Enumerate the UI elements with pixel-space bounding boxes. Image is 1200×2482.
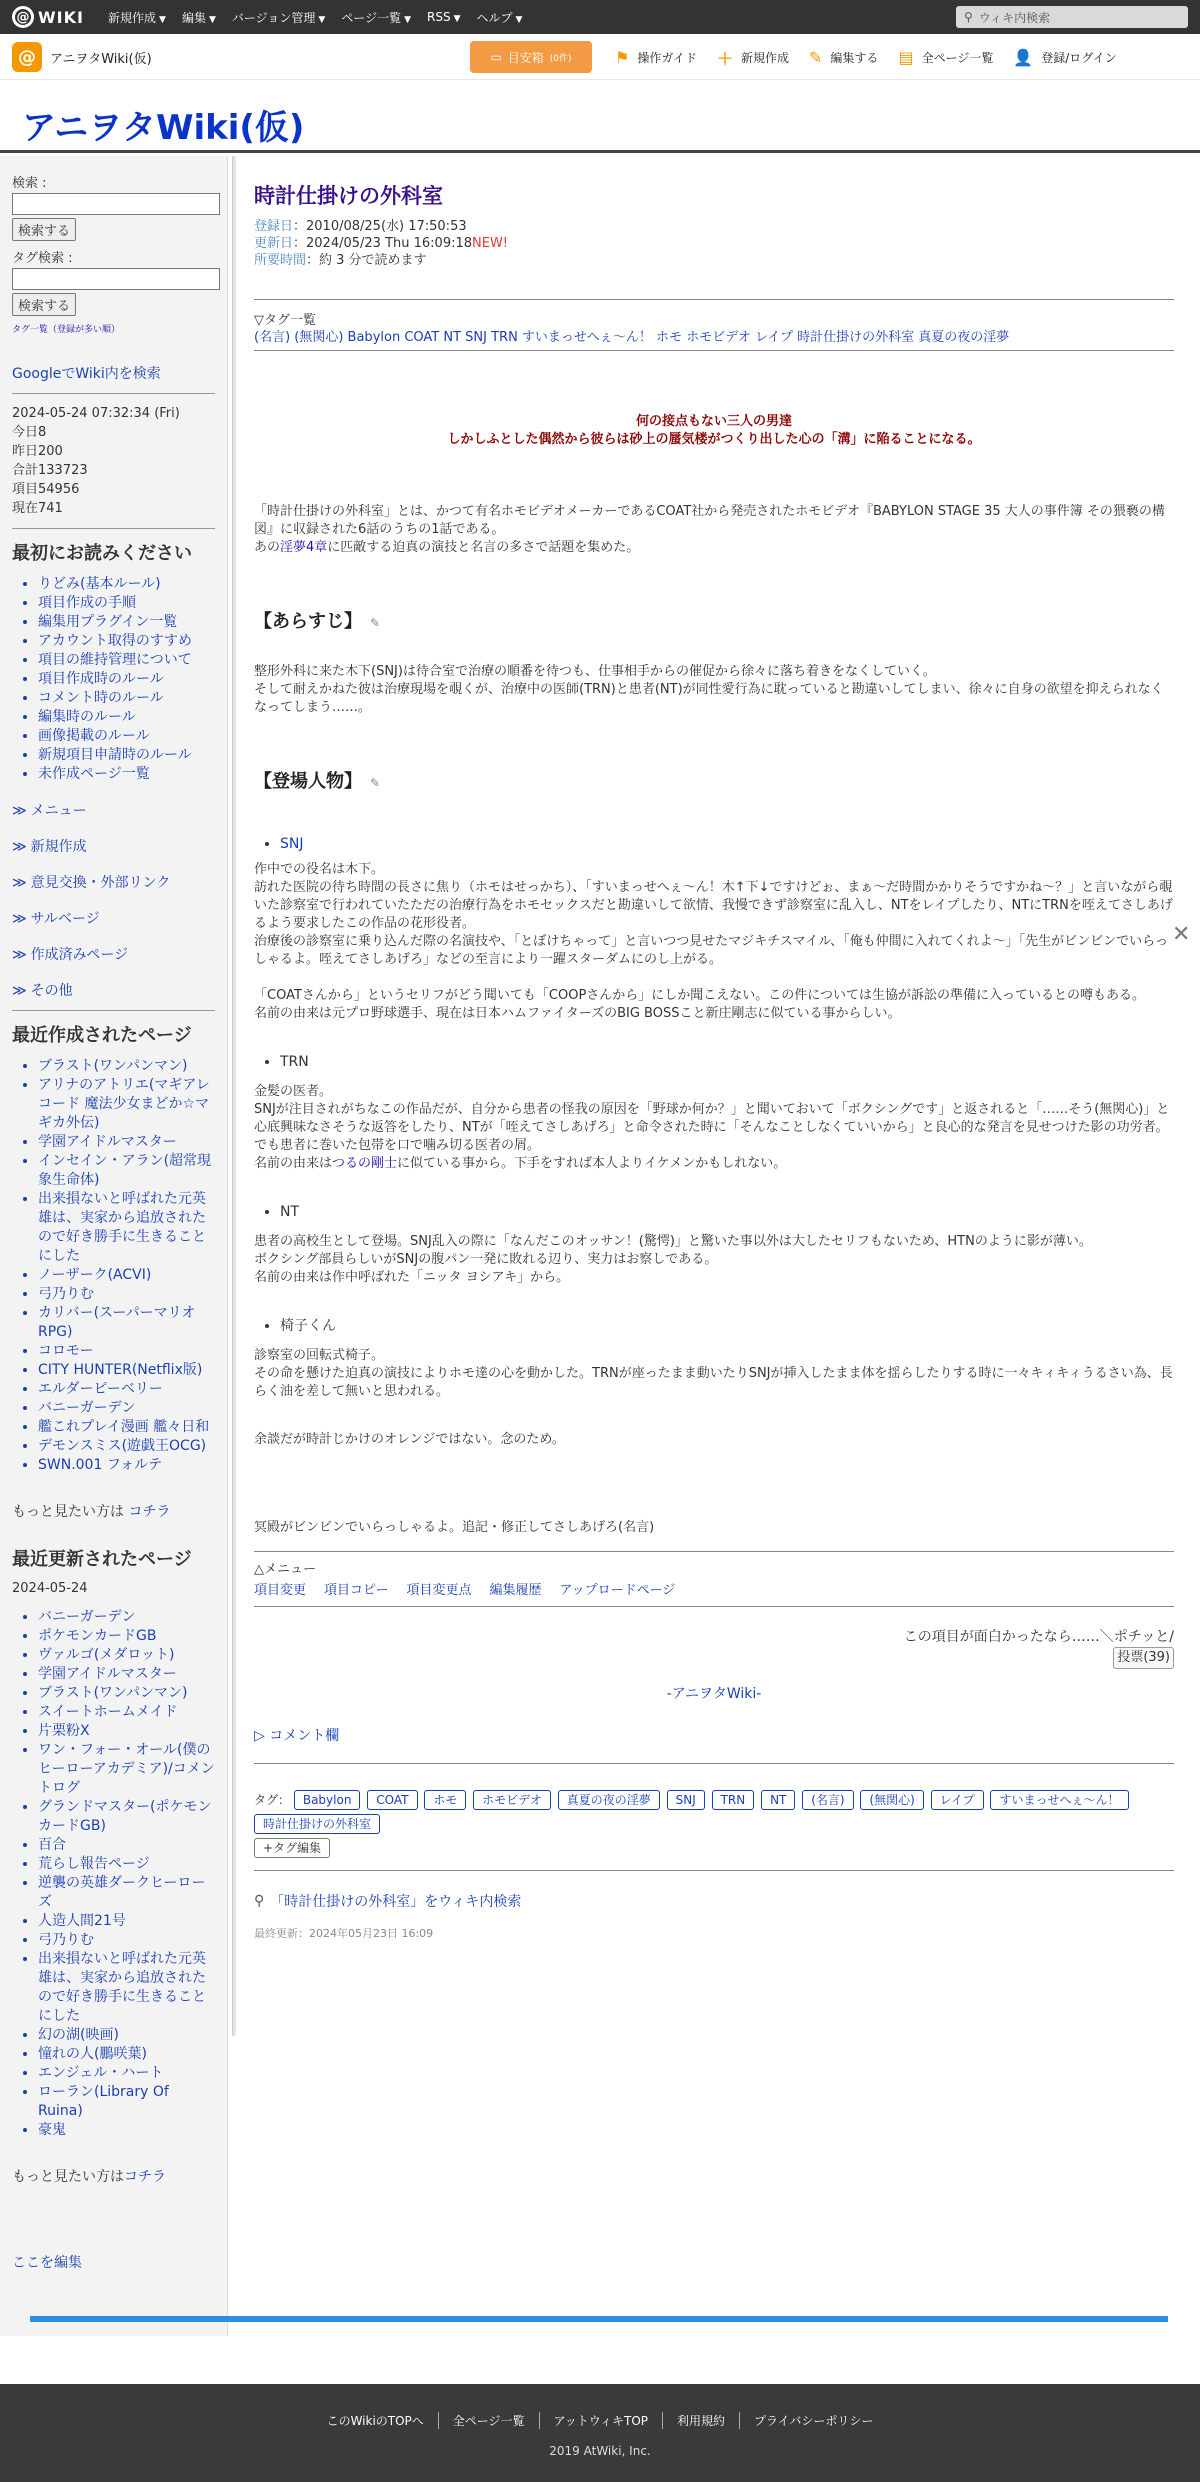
tag-list-link[interactable]: タグ一覧（登録が多い順） [12, 325, 121, 335]
menu-link-salvage[interactable]: ≫ サルベージ [12, 911, 100, 927]
tsuruno-link[interactable]: つるの剛士 [332, 1156, 398, 1171]
tag-chip[interactable]: すいまっせへぇ～ん！ [990, 1790, 1128, 1810]
edit-sidebar-link[interactable]: ここを編集 [12, 2255, 82, 2271]
first-read-heading: 最初にお読みください [12, 543, 192, 564]
new-badge: NEW! [472, 236, 509, 251]
list-item[interactable]: • アリナのアトリエ(マギアレコード 魔法少女まどか☆マギカ外伝) [38, 1076, 215, 1133]
list-item[interactable]: • 項目の維持管理について [38, 651, 215, 670]
list-item[interactable]: • ノーザーク(ACVI) [38, 1266, 215, 1285]
tag-chip[interactable]: SNJ [667, 1790, 705, 1810]
page-title[interactable]: 時計仕掛けの外科室 [254, 184, 443, 208]
list-item[interactable]: • 幻の湖(映画) [38, 2026, 215, 2045]
list-item[interactable]: • ヴァルゴ(メダロット) [38, 1646, 215, 1665]
list-item[interactable]: • バニーガーデン [38, 1608, 215, 1627]
recent-created-heading: 最近作成されたページ [12, 1025, 192, 1046]
list-item[interactable]: • バニーガーデン [38, 1399, 215, 1418]
more-updated: もっと見たい方はコチラ [12, 2169, 166, 2185]
tag-chip[interactable]: 真夏の夜の淫夢 [558, 1790, 660, 1810]
divider [12, 393, 215, 394]
vote-box: この項目が面白かったなら……＼ポチッと/ 投票(39) [254, 1627, 1174, 1669]
footer-link[interactable]: 全ページ一覧 [438, 2412, 539, 2429]
aside-note: 余談だが時計じかけのオレンジではない。念のため。 [254, 1432, 565, 1447]
list-item[interactable]: • 項目作成の手順 [38, 594, 215, 613]
menu-pages[interactable]: ページ一覧 ▼ [341, 10, 412, 25]
list-item[interactable]: • 学園アイドルマスター [38, 1133, 215, 1152]
sidebar-search-input[interactable] [12, 193, 220, 215]
menu-version[interactable]: バージョン管理 ▼ [231, 10, 326, 25]
tag-bar: タグ： Babylon COAT ホモ ホモビデオ 真夏の夜の淫夢 SNJ TRN NT (名言) (無関心) レイプ すいまっせへぇ～ん！ 時計仕掛けの外科室 +タグ編集 [254, 1788, 1174, 1860]
google-search-link[interactable]: GoogleでWiki内を検索 [12, 366, 161, 382]
divider [12, 1010, 215, 1011]
comment-toggle[interactable]: ▷ コメント欄 [254, 1728, 340, 1744]
tag-search-button[interactable]: 検索する [12, 293, 76, 316]
tag-chip[interactable]: Babylon [294, 1790, 361, 1810]
list-item[interactable]: • コロモー [38, 1342, 215, 1361]
tag-list-header[interactable]: ▽タグ一覧 [254, 313, 316, 328]
page-meta: 登録日：2010/08/25(水) 17:50:53 更新日：2024/05/23 Thu 16:09:18NEW! 所要時間：約 3 分で読めます [254, 219, 509, 268]
list-item[interactable]: • SWN.001 フォルテ [38, 1456, 215, 1475]
menu-link-other[interactable]: ≫ その他 [12, 983, 73, 999]
character-snj [254, 835, 1174, 853]
list-item[interactable]: • コメント時のルール [38, 689, 215, 708]
more-created-link[interactable]: コチラ [128, 1504, 171, 1520]
site-logo[interactable]: @ アニヲタWiki(仮) [12, 42, 152, 72]
menu-link-created[interactable]: ≫ 作成済みページ [12, 947, 129, 963]
pencil-icon: ✎ [809, 47, 823, 67]
new-page-button[interactable]: ＋ 新規作成 [717, 46, 789, 69]
tag-search-input[interactable] [12, 268, 220, 290]
footer-link[interactable]: 利用規約 [662, 2412, 739, 2429]
recent-updated-heading: 最近更新されたページ [12, 1549, 192, 1570]
tail-menu [254, 1558, 1174, 1598]
trn-body: 金髪の医者。 SNJが注目されがちなこの作品だが、自分から患者の怪我の原因を「野球か何か？」と聞いておいて「ボクシングです」と返されると「……そう(無関心)」と心底興味なさそうな返答をしたり、NTが「咥えてさしあげろ」と命令された時に「そんなことしなくていいから」と良心的な発言を見せつけた影の功労者。でも患者に巻いた包帯を口で噛み切る医者の屑。 名前の由来はつるの剛士に似ている事から。下手をすれば本人よりイケメンかもしれない。 [254, 1084, 1170, 1171]
list-item[interactable]: • エンジェル・ハート [38, 2064, 215, 2083]
list-item[interactable]: • 編集時のルール [38, 708, 215, 727]
tag-chip[interactable]: ホモビデオ [473, 1790, 551, 1810]
list-item[interactable]: • 出来損ないと呼ばれた元英雄は、実家から追放されたので好き勝手に生きることにした [38, 1190, 215, 1266]
characters-heading: 【登場人物】 ✎ [254, 771, 381, 792]
menu-rss[interactable]: RSS ▼ [427, 10, 461, 24]
accent-line [30, 2316, 1168, 2322]
menu-link-new[interactable]: ≫ 新規作成 [12, 839, 87, 855]
at-icon: @ [12, 6, 34, 28]
menu-link-exchange[interactable]: ≫ 意見交換・外部リンク [12, 875, 171, 891]
menu-new[interactable]: 新規作成 ▼ [108, 10, 166, 25]
site-icon: @ [12, 42, 42, 72]
logo-text: WIKI [38, 7, 84, 27]
link-upload[interactable]: アップロードページ [559, 1583, 676, 1598]
chair-body: 診察室の回転式椅子。 その命を懸けた迫真の演技によりホモ達の心を動かした。TRNが座ったまま動いたりSNJが挿入したまま体を揺らしたりする時に一々キィキィうるさい為、長らく油を差して無いと思われる。 [254, 1348, 1173, 1399]
recent-created-list [12, 1057, 215, 1475]
list-item[interactable]: • 艦これプレイ漫画 艦々日和 [38, 1418, 215, 1437]
flag-icon: ⚑ [615, 47, 630, 67]
list-item[interactable]: • 項目作成時のルール [38, 670, 215, 689]
snj-body: 作中での役名は木下。 訪れた医院の待ち時間の長さに焦り（ホモはせっかち）、「すいまっせへぇ～ん！木↑下↓ですけどぉ、まぁ～だ時間かかりそうですかね～？」と言いながら覗いた診察室で行われていたただの治療行為をホモセックスだと勘違いして欲情、我慢できず診察室に乱入し、NTをレイプしたり、NTにTRNを咥えてさしあげるよう要求したこの作品の花形役者。 治療後の診察室に乗り込んだ際の名演技や、「とぼけちゃって」と言いつつ見せたマジキチスマイル、「俺も仲間に入れてくれよ～」「先生がビンビンでいらっしゃるよ。咥えてさしあげろ」などの至言により一躍スターダムにのし上がる。 「COATさんから」というセリフがどう聞いても「COOPさんから」にしか聞こえない。この件については生協が訴訟の準備に入っているとの噂もある。 名前の由来は元プロ野球選手、現在は日本ハムファイターズのBIG BOSSこと新庄剛志に似ている事からしい。 [254, 862, 1173, 1021]
list-item[interactable]: • 憧れの人(鵬咲葉) [38, 2045, 215, 2064]
list-item[interactable]: • 荒らし報告ページ [38, 1855, 215, 1874]
link-copy[interactable]: 項目コピー [324, 1583, 389, 1598]
first-read-list [12, 575, 215, 784]
list-item[interactable]: • ポケモンカードGB [38, 1627, 215, 1646]
last-update: 最終更新：2024年05月23日 16:09 [254, 1927, 434, 1940]
wiki-title[interactable]: アニヲタWiki(仮) [22, 108, 305, 148]
recent-updated-list [12, 1608, 215, 2140]
divider [254, 1763, 1174, 1764]
search-icon: ⚲ [254, 1893, 265, 1909]
footer-link[interactable]: このWikiのTOPへ [326, 2414, 424, 2428]
list-item[interactable]: • 人造人間21号 [38, 1912, 215, 1931]
list-item[interactable]: • カリバー(スーパーマリオRPG) [38, 1304, 215, 1342]
edit-section-icon[interactable]: ✎ [370, 616, 381, 630]
list-item[interactable]: • 新規項目申請時のルール [38, 746, 215, 765]
list-item[interactable]: • デモンスミス(遊戯王OCG) [38, 1437, 215, 1456]
search-label: 検索 : [12, 176, 47, 191]
list-item[interactable]: • CITY HUNTER(Netflix版) [38, 1361, 215, 1380]
access-stats: 2024-05-24 07:32:34 (Fri) 今日8 昨日200 合計133723 項目54956 現在741 [12, 406, 180, 516]
wiki-signature[interactable]: -アニヲタWiki- [666, 1686, 762, 1702]
divider [254, 1870, 1174, 1871]
list-item[interactable]: • インセイン・アラン(超常現象生命体) [38, 1152, 215, 1190]
tag-inline-links[interactable]: (名言) (無関心) Babylon COAT NT SNJ TRN すいまっせへぇ～ん！ ホモ ホモビデオ レイプ 時計仕掛けの外科室 真夏の夜の淫夢 [254, 330, 1010, 345]
plus-icon: ＋ [716, 48, 733, 68]
closing-line: 冥殿がビンビンでいらっしゃるよ。追記・修正してさしあげろ(名言) [254, 1520, 655, 1535]
column-divider [232, 156, 236, 2036]
divider [254, 1551, 1174, 1552]
search-icon: ⚲ [964, 10, 973, 24]
footer-link[interactable]: プライバシーポリシー [739, 2412, 887, 2429]
snj-link[interactable]: SNJ [280, 836, 304, 852]
list-item[interactable]: • ワン・フォー・オール(僕のヒーローアカデミア)/コメントログ [38, 1741, 215, 1798]
list-item[interactable]: • 弓乃りむ [38, 1931, 215, 1950]
list-item[interactable]: • 未作成ページ一覧 [38, 765, 215, 784]
tag-chip[interactable]: (無関心) [860, 1790, 923, 1810]
tag-edit-button[interactable]: +タグ編集 [254, 1838, 330, 1858]
site-bar [0, 34, 1200, 80]
character-chair: • 椅子くん [254, 1317, 1174, 1335]
list-item[interactable]: • エルダーピーベリー [38, 1380, 215, 1399]
list-item[interactable]: • りどみ(基本ルール) [38, 575, 215, 594]
vote-button[interactable]: 投票(39) [1113, 1647, 1174, 1669]
search-in-wiki-link[interactable]: ⚲ 「時計仕掛けの外科室」をウィキ内検索 [254, 1893, 522, 1910]
list-item[interactable]: • 編集用プラグイン一覧 [38, 613, 215, 632]
guide-button[interactable]: ⚑ 操作ガイド [615, 47, 697, 67]
list-item[interactable]: • 学園アイドルマスター [38, 1665, 215, 1684]
close-icon[interactable]: ✕ [1172, 922, 1191, 947]
link-diff[interactable]: 項目変更点 [406, 1583, 472, 1598]
tag-chip[interactable]: 時計仕掛けの外科室 [254, 1814, 380, 1834]
list-item[interactable]: • 百合 [38, 1836, 215, 1855]
list-item[interactable]: • 豪鬼 [38, 2121, 215, 2140]
atwiki-logo[interactable] [12, 6, 84, 28]
list-item[interactable]: • スイートホームメイド [38, 1703, 215, 1722]
divider [254, 350, 1174, 351]
document-icon: ▤ [898, 47, 914, 67]
character-trn: • TRN [254, 1053, 1174, 1071]
menu-link-menu[interactable]: ≫ メニュー [12, 803, 87, 819]
menu-links [12, 800, 215, 1000]
divider [254, 299, 1174, 300]
divider [12, 528, 215, 529]
list-item[interactable]: • 片栗粉X [38, 1722, 215, 1741]
footer [0, 2384, 1200, 2482]
user-plus-icon: 👤 [1013, 47, 1034, 67]
tag-chip[interactable]: レイプ [931, 1790, 984, 1810]
copyright: 2019 AtWiki, Inc. [549, 2444, 651, 2458]
box-icon: ▭ [490, 50, 502, 64]
list-item[interactable]: • アカウント取得のすすめ [38, 632, 215, 651]
more-updated-link[interactable]: コチラ [124, 2169, 166, 2185]
link-change[interactable]: 項目変更 [254, 1583, 307, 1598]
divider [254, 1606, 1174, 1607]
top-menus [108, 0, 522, 34]
intro-paragraph: 「時計仕掛けの外科室」とは、かつて有名ホモビデオメーカーであるCOAT社から発売されたホモビデオ『BABYLON STAGE 35 大人の事件簿 その猥褻の構図』に収録された6話のうちの1話である。 あの淫夢4章に匹敵する迫真の演技と名言の多さで話題を集めた。 [254, 504, 1165, 555]
list-item[interactable]: • ブラスト(ワンパンマン) [38, 1057, 215, 1076]
character-nt: • NT [254, 1203, 1174, 1221]
recent-updated-date: 2024-05-24 [12, 1581, 88, 1596]
list-item[interactable]: • 出来損ないと呼ばれた元英雄は、実家から追放されたので好き勝手に生きることにした [38, 1950, 215, 2026]
lead-quote: 何の接点もない三人の男達 しかしふとした偶然から彼らは砂上の蜃気楼がつくり出した心の「溝」に陥ることになる。 [447, 414, 981, 447]
main-content [240, 156, 1191, 2036]
menu-edit[interactable]: 編集 ▼ [181, 10, 216, 25]
nt-body: 患者の高校生として登場。SNJ乱入の際に「なんだこのオッサン！(驚愕)」と驚いた事以外は大したセリフもないため、HTNのように影が薄い。 ボクシング部員らしいがSNJの腹パン一発に敗れる辺り、実力はお察しである。 名前の由来は作中呼ばれた「ニッタ ヨシアキ」から。 [254, 1234, 1092, 1285]
sidebar-search-button[interactable]: 検索する [12, 218, 76, 241]
tag-chip[interactable]: ホモ [424, 1790, 466, 1810]
footer-links [0, 2412, 1200, 2429]
list-item[interactable]: • 弓乃りむ [38, 1285, 215, 1304]
all-pages-button[interactable]: ▤ 全ページ一覧 [898, 47, 994, 67]
list-item[interactable]: • 画像掲載のルール [38, 727, 215, 746]
list-item[interactable]: • ローラン(Library Of Ruina) [38, 2083, 215, 2121]
action-links [615, 34, 1117, 80]
more-created: もっと見たい方は コチラ [12, 1504, 171, 1520]
tag-chip[interactable]: TRN [712, 1790, 755, 1810]
edit-section-icon[interactable]: ✎ [370, 776, 381, 790]
wiki-search-input[interactable]: ⚲ ウィキ内検索 [956, 6, 1188, 28]
link-history[interactable]: 編集履歴 [489, 1583, 542, 1598]
sidebar [0, 156, 228, 2336]
tag-chip[interactable]: (名言) [802, 1790, 853, 1810]
tag-chip[interactable]: NT [761, 1790, 795, 1810]
tag-chip[interactable]: COAT [367, 1790, 417, 1810]
top-nav [0, 0, 1200, 34]
synopsis-body: 整形外科に来た木下(SNJ)は待合室で治療の順番を待つも、仕事相手からの催促から徐々に落ち着きをなくしていく。 そして耐えかねた彼は治療現場を覗くが、治療中の医師(TRN)と患者(NT)が同性愛行為に耽っていると勘違いしてしまい、徐々に自身の欲望を抑えられなくなってしまう……。 [254, 664, 1164, 715]
login-button[interactable]: 👤 登録/ログイン [1013, 47, 1117, 67]
synopsis-heading: 【あらすじ】 ✎ [254, 611, 381, 632]
edit-button[interactable]: ✎ 編集する [809, 47, 879, 67]
tail-menu-toggle[interactable]: △メニュー [254, 1562, 316, 1577]
list-item[interactable]: • グランドマスター(ポケモンカードGB) [38, 1798, 215, 1836]
wiki-banner [0, 80, 1200, 153]
menu-help[interactable]: ヘルプ ▼ [476, 10, 523, 25]
tag-search-label: タグ検索 : [12, 251, 73, 266]
list-item[interactable]: • ブラスト(ワンパンマン) [38, 1684, 215, 1703]
tag-list [254, 312, 1174, 346]
footer-link[interactable]: アットウィキTOP [539, 2412, 662, 2429]
suggestion-box-button[interactable]: ▭ 目安箱 (0件) [470, 41, 592, 73]
list-item[interactable]: • 逆襲の英雄ダークヒーローズ [38, 1874, 215, 1912]
inmu4-link[interactable]: 淫夢4章 [280, 540, 328, 555]
